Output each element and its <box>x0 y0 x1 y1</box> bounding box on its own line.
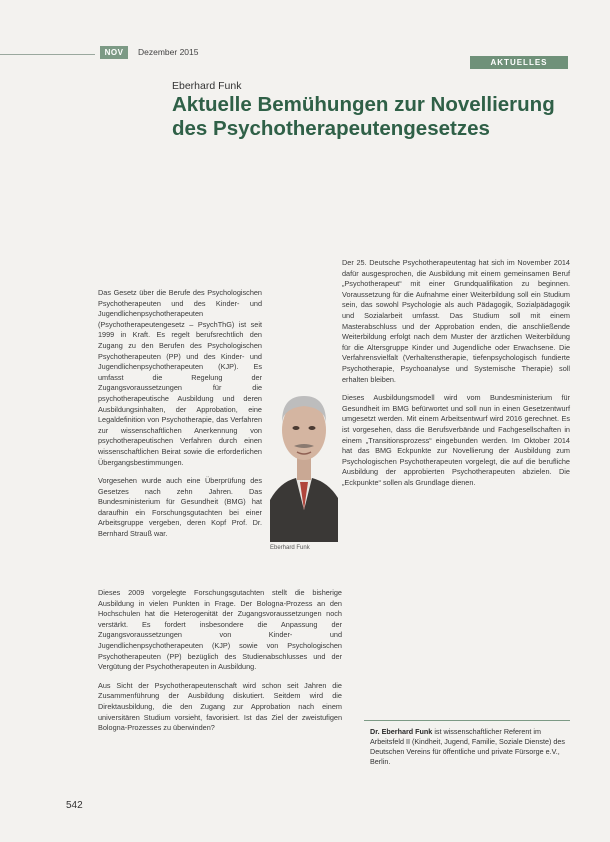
article-title: Aktuelle Bemühungen zur Novellierung des Psychotherapeutengesetzes <box>172 93 555 140</box>
section-label: AKTUELLES <box>470 56 568 69</box>
paragraph: Der 25. Deutsche Psychotherapeutentag hat sich im November 2014 dafür ausgesprochen, die Ausbildung mit einem gemeinsamen Beruf „Psychotherapeut“ mit einer Grundqualifikation zu beginnen. Voraussetzung für die Aufnahme einer Weiterbildung soll ein Studium sein, das sowohl Psychologie als auch Pädagogik, Sozialpädagogik und Sozialarbeit umfasst. Das Studium soll mit einem Masterabschluss und der Approbation enden, die anschließende Weiterbildung erfolgt nach dem Muster der ärztlichen Weiterbildung für die Altersgruppe Kinder und Jugendliche oder Erwachsene. Die Verfahrensvielfalt (Verhaltenstherapie, tiefenpsychologisch fundierte Psychotherapie, Psychoanalyse und Systemische Therapie) soll erhalten bleiben. <box>342 258 570 384</box>
column-right <box>342 258 570 496</box>
bio-text: ist wissenschaftlicher Referent im Arbeitsfeld II (Kindheit, Jugend, Familie, Soziale Dienste) des Deutschen Vereins für öffentliche und private Fürsorge e.V., Berlin. <box>370 727 565 766</box>
author-photo <box>270 360 338 542</box>
issue-date: Dezember 2015 <box>138 47 199 57</box>
paragraph: Aus Sicht der Psychotherapeutenschaft wird schon seit Jahren die Zusammenführung der Ausbildung diskutiert. Seitdem wird die Direktausbildung, die den Zugang zur Approbation nach einem universitären Studium vorsieht, favorisiert. Ist das Ziel der zweistufigen Bologna-Prozesses zu überwinden? <box>98 680 342 733</box>
page-number: 542 <box>66 800 83 811</box>
column-left-lower <box>98 588 342 742</box>
author-bio <box>370 727 568 767</box>
column-left <box>98 288 262 548</box>
header-rule <box>0 54 95 55</box>
paragraph: Vorgesehen wurde auch eine Überprüfung des Gesetzes nach zehn Jahren. Das Bundesministerium für Gesundheit (BMG) hat daraufhin ein Forschungsgutachten bei einer Arbeitsgruppe vergeben, deren Kopf Prof. Dr. Bernhard Strauß war. <box>98 476 262 539</box>
article-author: Eberhard Funk <box>172 80 242 92</box>
journal-tag: NOV <box>100 46 128 59</box>
bio-rule <box>364 720 570 721</box>
paragraph: Das Gesetz über die Berufe des Psychologischen Psychotherapeuten und des Kinder- und Jugendlichenpsychotherapeuten (Psychotherapeutengesetz – PsychThG) ist seit 1999 in Kraft. Es regelt berufsrechtlich den Zugang zu den Berufen des Psychologischen Psychotherapeuten (PP) und des Kinder- und Jugendlichenpsychotherapeuten (KJP). Es umfasst die Regelung der Zugangsvoraussetzungen für die psychotherapeutische Ausbildung und deren Ausbildungsinhalten, der Approbation, eine Legaldefinition von Psychotherapie, das Verfahren zur wissenschaftlichen Anerkennung von psychotherapeutischen Verfahren durch einen wissenschaftlichen Beirat sowie die erforderlichen Übergangsbestimmungen. <box>98 288 262 467</box>
photo-caption: Eberhard Funk <box>270 545 310 551</box>
bio-name: Dr. Eberhard Funk <box>370 727 433 736</box>
paragraph: Dieses 2009 vorgelegte Forschungsgutachten stellt die bisherige Ausbildung in vielen Punkten in Frage. Der Bologna-Prozess an den Hochschulen hat die Heterogenität der Zugangsvoraussetzungen noch verstärkt. Es fordert insbesondere die Anpassung der Zugangsvoraussetzungen von Kinder- und Jugendlichenpsychotherapeuten (KJP) sowie von Psychologischen Psychotherapeuten (PP) bezüglich des Studienabschlusses und der Vergütung der Psychotherapeuten in Ausbildung. <box>98 588 342 672</box>
paragraph: Dieses Ausbildungsmodell wird vom Bundesministerium für Gesundheit im BMG befürwortet und soll nun in einen Gesetzentwurf umgesetzt werden. Mit einem Arbeitsentwurf wird 2016 gerechnet. Es ist vorgesehen, dass die Berufsverbände und Fachgesellschaften in einem „Transitionsprozess“ eingebunden werden. Im Oktober 2014 hat das BMG Eckpunkte zur Novellierung der Ausbildung zum Psychologischen Psychotherapeuten vorgelegt, die auf die berufliche Ausbildung der approbierten Psychotherapeuten abzielen. Die „Eckpunkte“ sollen als Grundlage dienen. <box>342 393 570 487</box>
